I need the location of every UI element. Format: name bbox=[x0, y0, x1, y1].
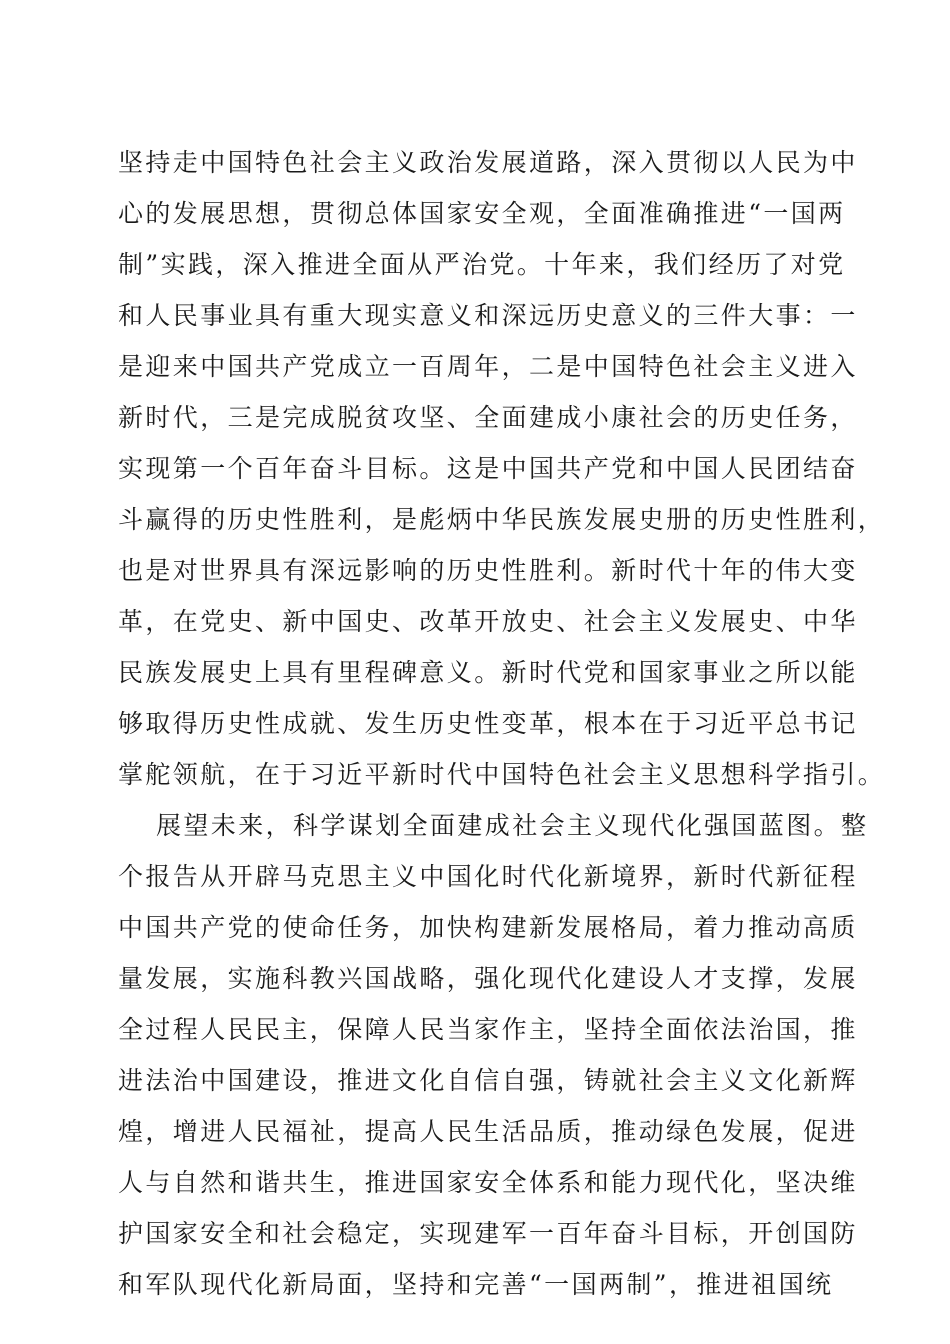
paragraph-line: 煌，增进人民福祉，提高人民生活品质，推动绿色发展，促进 bbox=[118, 1117, 858, 1146]
paragraph-1 bbox=[118, 137, 886, 800]
paragraph-line: 革，在党史、新中国史、改革开放史、社会主义发展史、中华 bbox=[118, 607, 858, 636]
paragraph-line: 量发展，实施科教兴国战略，强化现代化建设人才支撑，发展 bbox=[118, 964, 858, 993]
paragraph-2 bbox=[118, 800, 869, 1310]
paragraph-line: 民族发展史上具有里程碑意义。新时代党和国家事业之所以能 bbox=[118, 658, 858, 687]
paragraph-line: 全过程人民民主，保障人民当家作主，坚持全面依法治国，推 bbox=[118, 1015, 858, 1044]
paragraph-line: 够取得历史性成就、发生历史性变革，根本在于习近平总书记 bbox=[118, 709, 858, 738]
paragraph-line: 中国共产党的使命任务，加快构建新发展格局，着力推动高质 bbox=[118, 913, 858, 942]
paragraph-line: 是迎来中国共产党成立一百周年，二是中国特色社会主义进入 bbox=[118, 352, 858, 381]
paragraph-line: 展望未来，科学谋划全面建成社会主义现代化强国蓝图。整 bbox=[156, 811, 869, 840]
paragraph-line: 掌舵领航，在于习近平新时代中国特色社会主义思想科学指引。 bbox=[118, 760, 886, 789]
paragraph-line: 进法治中国建设，推进文化自信自强，铸就社会主义文化新辉 bbox=[118, 1066, 858, 1095]
paragraph-line: 和军队现代化新局面，坚持和完善“一国两制”，推进祖国统 bbox=[118, 1270, 834, 1299]
paragraph-line: 个报告从开辟马克思主义中国化时代化新境界，新时代新征程 bbox=[118, 862, 858, 891]
paragraph-line: 和人民事业具有重大现实意义和深远历史意义的三件大事：一 bbox=[118, 301, 858, 330]
paragraph-line: 新时代，三是完成脱贫攻坚、全面建成小康社会的历史任务， bbox=[118, 403, 858, 432]
paragraph-line: 护国家安全和社会稳定，实现建军一百年奋斗目标，开创国防 bbox=[118, 1219, 858, 1248]
paragraph-line: 心的发展思想，贯彻总体国家安全观，全面准确推进“一国两 bbox=[118, 199, 846, 228]
paragraph-line: 坚持走中国特色社会主义政治发展道路，深入贯彻以人民为中 bbox=[118, 148, 858, 177]
paragraph-line: 也是对世界具有深远影响的历史性胜利。新时代十年的伟大变 bbox=[118, 556, 858, 585]
paragraph-line: 斗赢得的历史性胜利，是彪炳中华民族发展史册的历史性胜利， bbox=[118, 505, 886, 534]
document-body bbox=[118, 137, 886, 1310]
paragraph-line: 实现第一个百年奋斗目标。这是中国共产党和中国人民团结奋 bbox=[118, 454, 858, 483]
paragraph-line: 人与自然和谐共生，推进国家安全体系和能力现代化，坚决维 bbox=[118, 1168, 858, 1197]
paragraph-line: 制”实践，深入推进全面从严治党。十年来，我们经历了对党 bbox=[118, 250, 846, 279]
